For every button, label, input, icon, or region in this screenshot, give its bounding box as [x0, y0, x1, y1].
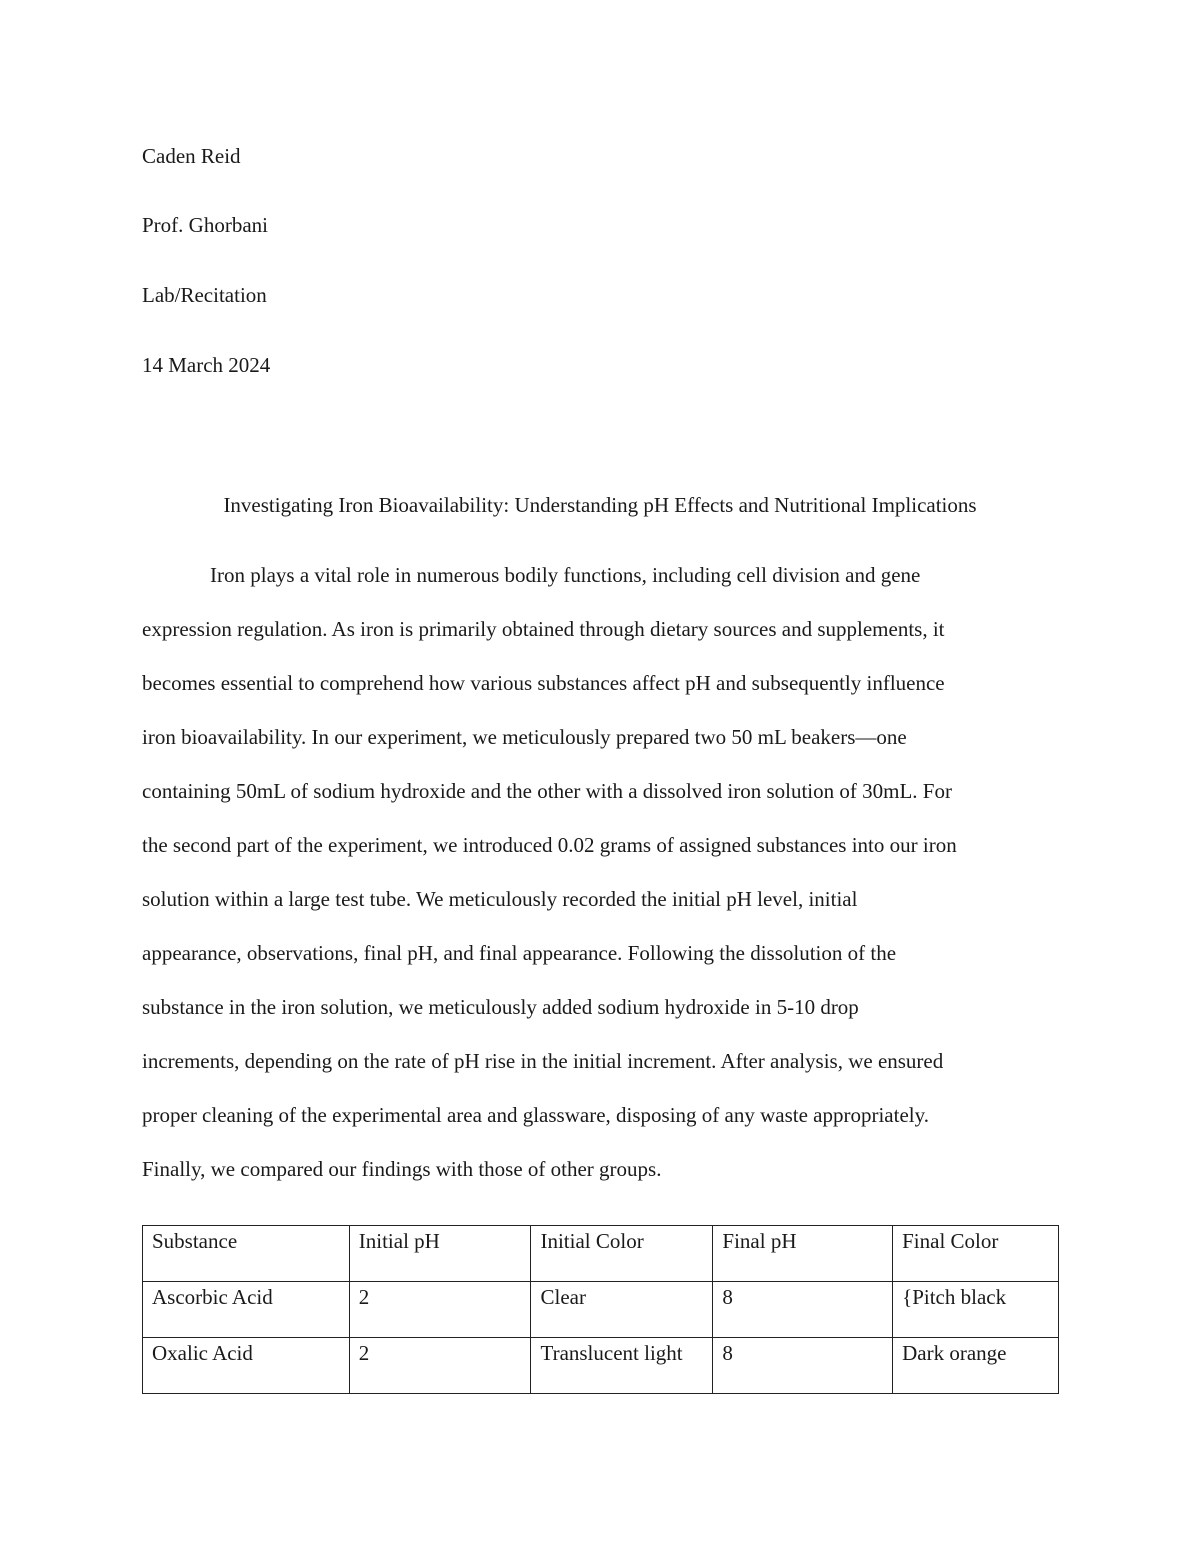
- paragraph-line: becomes essential to comprehend how various substances affect pH and subsequently influence: [142, 671, 945, 695]
- table-cell: 8: [713, 1282, 893, 1338]
- table-header-row: [143, 1226, 1059, 1282]
- table-cell: Dark orange: [893, 1338, 1059, 1394]
- paragraph-line: containing 50mL of sodium hydroxide and the other with a dissolved iron solution of 30mL. For: [142, 779, 952, 803]
- table-row: [143, 1338, 1059, 1394]
- table-cell: 2: [349, 1282, 531, 1338]
- header-cell-substance: Substance: [143, 1226, 350, 1282]
- paragraph-line: substance in the iron solution, we meticulously added sodium hydroxide in 5-10 drop: [142, 995, 859, 1019]
- table-row: [143, 1282, 1059, 1338]
- paragraph-line: iron bioavailability. In our experiment, we meticulously prepared two 50 mL beakers—one: [142, 725, 907, 749]
- document-date: 14 March 2024: [142, 353, 271, 377]
- table-cell: {Pitch black: [893, 1282, 1059, 1338]
- table-cell: Translucent light: [531, 1338, 713, 1394]
- paragraph-line: increments, depending on the rate of pH rise in the initial increment. After analysis, we ensured: [142, 1049, 944, 1073]
- body-paragraph: [142, 560, 1058, 1208]
- results-table: [142, 1225, 1059, 1394]
- paragraph-line: the second part of the experiment, we introduced 0.02 grams of assigned substances into our iron: [142, 833, 957, 857]
- table-cell: Ascorbic Acid: [143, 1282, 350, 1338]
- professor-name: Prof. Ghorbani: [142, 213, 268, 237]
- paragraph-line: appearance, observations, final pH, and final appearance. Following the dissolution of the: [142, 941, 897, 965]
- document-title: Investigating Iron Bioavailability: Understanding pH Effects and Nutritional Implications: [223, 493, 977, 517]
- table-cell: 8: [713, 1338, 893, 1394]
- paragraph-line: solution within a large test tube. We meticulously recorded the initial pH level, initial: [142, 887, 858, 911]
- paragraph-line: Finally, we compared our findings with those of other groups.: [142, 1157, 662, 1181]
- paragraph-line: Iron plays a vital role in numerous bodily functions, including cell division and gene: [210, 563, 921, 587]
- table-cell: Clear: [531, 1282, 713, 1338]
- header-cell-final-color: Final Color: [893, 1226, 1059, 1282]
- table-cell: Oxalic Acid: [143, 1338, 350, 1394]
- table-cell: 2: [349, 1338, 531, 1394]
- student-name: Caden Reid: [142, 144, 241, 168]
- header-cell-initial-ph: Initial pH: [349, 1226, 531, 1282]
- paragraph-line: expression regulation. As iron is primarily obtained through dietary sources and supplements, it: [142, 617, 945, 641]
- header-cell-initial-color: Initial Color: [531, 1226, 713, 1282]
- paragraph-line: proper cleaning of the experimental area and glassware, disposing of any waste appropriately.: [142, 1103, 930, 1127]
- course-name: Lab/Recitation: [142, 283, 267, 307]
- header-cell-final-ph: Final pH: [713, 1226, 893, 1282]
